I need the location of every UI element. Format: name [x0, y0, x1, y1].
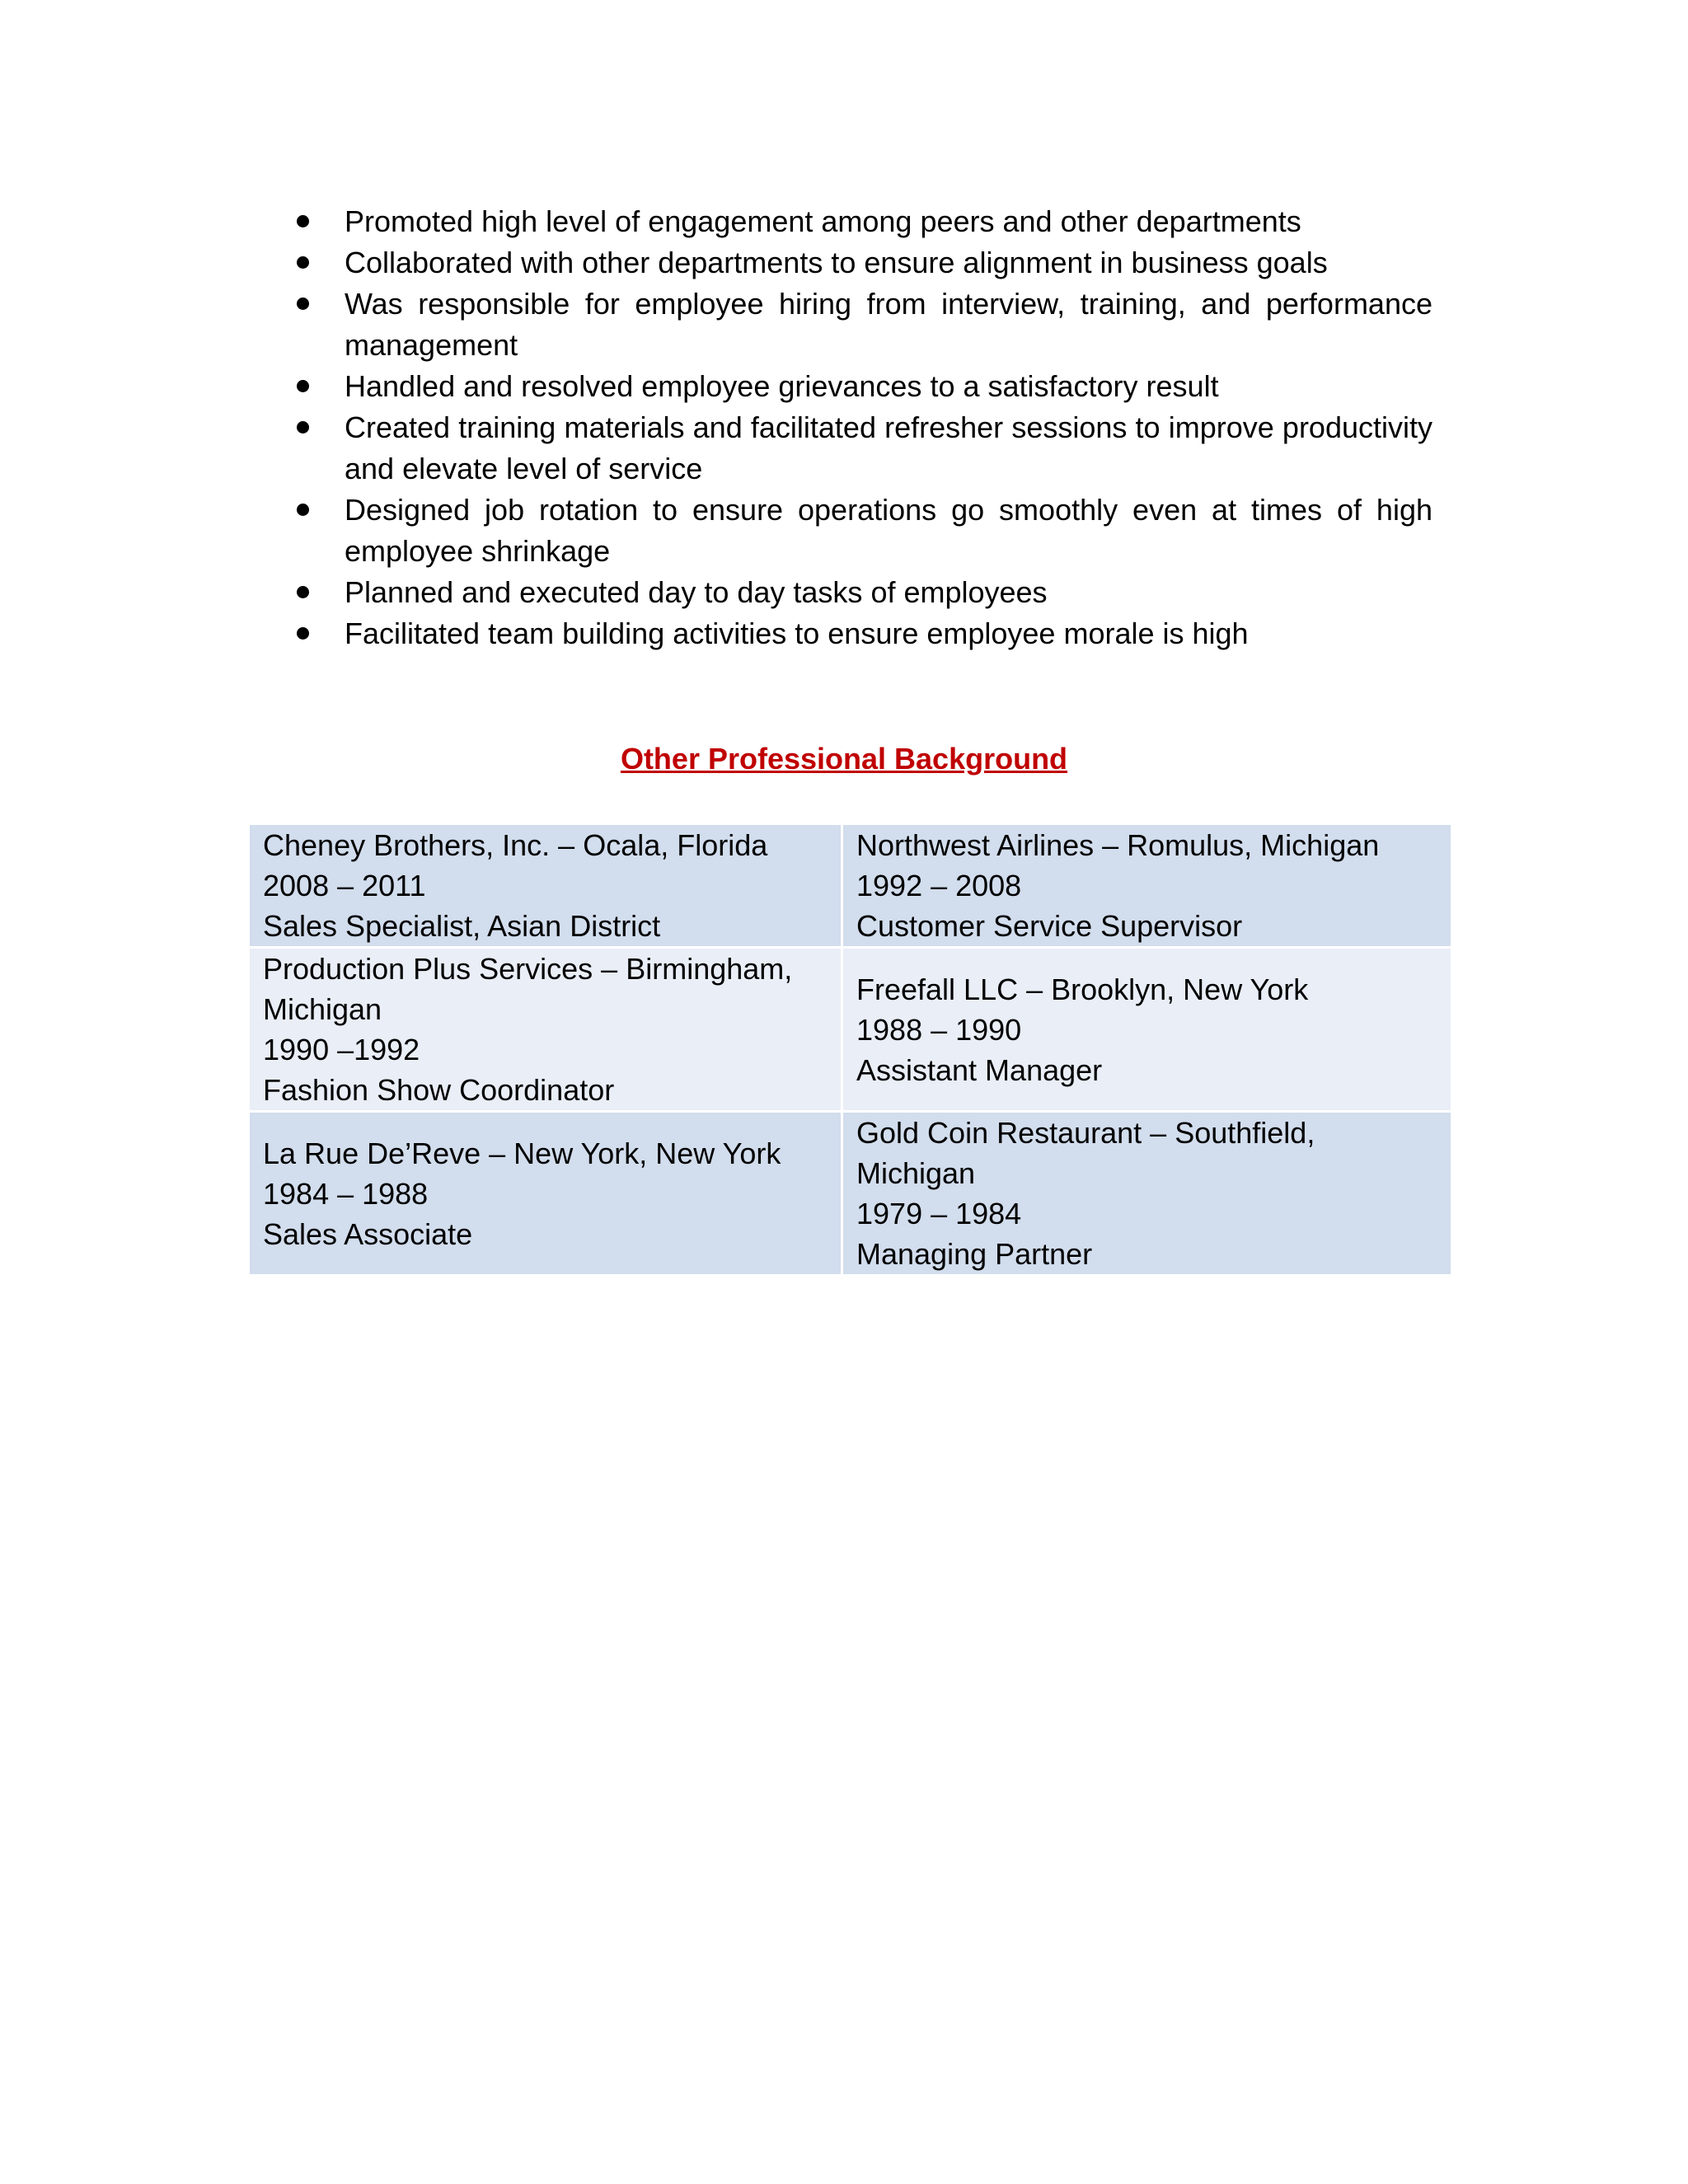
professional-background-table	[247, 823, 1453, 1277]
bullet-icon	[297, 298, 309, 310]
section-heading: Other Professional Background	[620, 742, 1068, 776]
employment-years: 1984 – 1988	[263, 1176, 429, 1211]
company-name: Northwest Airlines – Romulus, Michigan	[856, 828, 1380, 862]
table-cell	[249, 824, 842, 948]
job-title: Assistant Manager	[856, 1052, 1103, 1087]
employment-years: 1979 – 1984	[856, 1197, 1022, 1230]
list-item	[293, 572, 1432, 613]
table-cell	[842, 948, 1452, 1112]
list-item-text: Created training materials and facilitated refresher sessions to improve productivity and elevate level of service	[345, 410, 1432, 485]
list-item-text: Facilitated team building activities to ensure employee morale is high	[345, 616, 1249, 650]
company-name: Production Plus Services – Birmingham, Michigan	[263, 952, 793, 1026]
list-item	[293, 284, 1432, 366]
bullet-icon	[297, 256, 309, 269]
bullet-icon	[297, 586, 309, 598]
job-title: Fashion Show Coordinator	[263, 1073, 615, 1107]
bullet-icon	[297, 504, 309, 516]
company-name: Freefall LLC – Brooklyn, New York	[856, 972, 1309, 1006]
list-item-text: Planned and executed day to day tasks of employees	[345, 575, 1048, 609]
bullet-icon	[297, 215, 309, 227]
company-name: Cheney Brothers, Inc. – Ocala, Florida	[263, 828, 768, 862]
table-cell	[842, 1112, 1452, 1276]
table-cell	[249, 948, 842, 1112]
list-item-text: Was responsible for employee hiring from interview, training, and performance management	[345, 287, 1432, 362]
table-row	[249, 948, 1452, 1112]
bullet-icon	[297, 421, 309, 434]
list-item	[293, 242, 1432, 284]
bullet-icon	[297, 380, 309, 392]
responsibilities-list	[293, 201, 1432, 654]
list-item-text: Collaborated with other departments to ensure alignment in business goals	[345, 246, 1328, 279]
bullet-icon	[297, 627, 309, 640]
company-name: Gold Coin Restaurant – Southfield, Michigan	[856, 1116, 1315, 1190]
list-item-text: Designed job rotation to ensure operations go smoothly even at times of high employee shrinkage	[345, 493, 1432, 568]
employment-years: 1988 – 1990	[856, 1012, 1022, 1047]
list-item	[293, 407, 1432, 490]
employment-years: 1990 –1992	[263, 1033, 420, 1066]
list-item	[293, 490, 1432, 572]
list-item	[293, 613, 1432, 654]
job-title: Sales Specialist, Asian District	[263, 909, 661, 943]
list-item-text: Promoted high level of engagement among peers and other departments	[345, 204, 1301, 238]
job-title: Customer Service Supervisor	[856, 909, 1243, 943]
table-row	[249, 1112, 1452, 1276]
employment-years: 1992 – 2008	[856, 869, 1022, 902]
table-cell	[249, 1112, 842, 1276]
list-item-text: Handled and resolved employee grievances to a satisfactory result	[345, 369, 1219, 403]
list-item	[293, 366, 1432, 407]
table-cell	[842, 824, 1452, 948]
company-name: La Rue De’Reve – New York, New York	[263, 1136, 781, 1170]
employment-years: 2008 – 2011	[263, 869, 426, 902]
job-title: Sales Associate	[263, 1216, 473, 1251]
list-item	[293, 201, 1432, 242]
job-title: Managing Partner	[856, 1237, 1093, 1271]
table-row	[249, 824, 1452, 948]
